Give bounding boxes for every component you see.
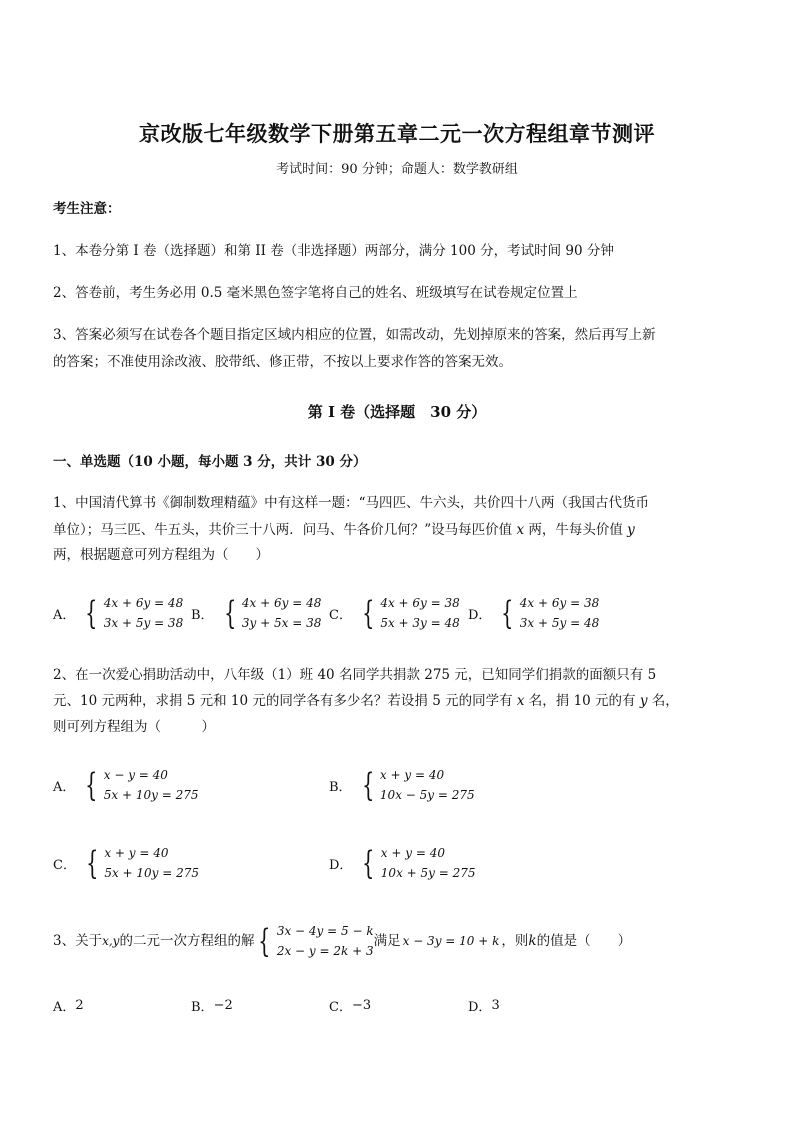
notice-item-3-cont: 的答案；不准使用涂改液、胶带纸、修正带，不按以上要求作答的答案无效。 [53,354,512,370]
q1-text-a: 单位）；马三匹、牛五头，共价三十八两．问马、牛各价几何？”设马每匹价值 [53,522,513,538]
equation-system: { x + y = 40 5x + 10y = 275 [86,844,200,882]
q2-option-a[interactable] [53,765,198,805]
q2-var-y: y [639,693,648,709]
equation: x + y = 40 [380,846,445,860]
equation: 5x + 10y = 275 [104,866,200,880]
q2-text-a: 元、10 元两种，求捐 5 元和 10 元的同学各有多少名？若设捐 5 元的同学有 [53,693,513,709]
equation-system: { x + y = 40 10x + 5y = 275 [362,844,476,882]
q2-option-c[interactable] [53,843,199,883]
option-label: D． [468,1000,492,1015]
option-label: C． [53,857,76,873]
equation: x + y = 40 [379,768,445,782]
equation: 10x + 5y = 275 [380,866,476,880]
equation: 3x + 5y = 48 [519,616,600,630]
q2-line1: 2、在一次爱心捐助活动中，八年级（1）班 40 名同学共捐款 275 元，已知同学们捐款的面额只有 5 [53,667,657,683]
q1-line2 [53,520,635,540]
option-label: B． [191,1000,214,1015]
notice-item-2: 2、答卷前，考生务必用 0.5 毫米黑色签字笔将自己的姓名、班级填写在试卷规定位置上 [53,285,578,301]
equation: 4x + 6y = 48 [241,596,322,610]
option-label: D． [468,607,492,623]
equation-system: { 4x + 6y = 38 3x + 5y = 48 [501,594,600,632]
option-value: 2 [75,998,84,1013]
q1-line1: 1、中国清代算书《御制数理精蕴》中有这样一题：“马四匹、牛六头，共价四十八两（我国古代货币 [53,495,649,511]
q2-line3: 则可列方程组为（ ） [53,719,215,735]
section-heading: 第 I 卷（选择题 30 分） [307,403,487,421]
q2-option-b[interactable] [329,765,475,805]
option-label: A． [53,1000,76,1015]
option-label: C． [329,1000,352,1015]
option-label: C． [329,607,352,623]
q1-option-d[interactable] [468,593,599,633]
equation-system: { 4x + 6y = 38 5x + 3y = 48 [362,594,460,632]
equation: x + y = 40 [104,846,169,860]
equation-system: { 4x + 6y = 48 3y + 5x = 38 [223,594,322,632]
equation: 2x − y = 2k + 3 [276,944,374,958]
option-label: B． [329,779,352,795]
q3-option-b[interactable] [191,996,233,1015]
q3-text-a: 3、关于 [53,933,103,949]
q3-text-e: 的值是（ ） [536,933,632,949]
equation: 10x − 5y = 275 [379,788,475,802]
q1-text-b: 两，牛每头价值 [528,522,623,538]
equation: 4x + 6y = 38 [380,596,460,610]
q3-option-a[interactable] [53,996,84,1015]
q3-line [53,921,631,961]
equation: 4x + 6y = 48 [103,596,184,610]
equation: 3y + 5x = 38 [241,616,322,630]
q1-option-c[interactable] [329,593,460,633]
q2-line2 [53,691,679,711]
q3-vars: x,y [102,934,120,948]
q2-text-b: 名，捐 10 元的有 [528,693,636,709]
q3-equation-system: { 3x − 4y = 5 − k 2x − y = 2k + 3 [258,922,374,960]
equation: x − y = 40 [103,768,168,782]
option-label: A． [53,607,76,623]
q3-option-c[interactable] [329,996,371,1015]
option-label: D． [329,857,353,873]
page-subtitle: 考试时间：90 分钟；命题人：数学教研组 [276,162,518,177]
equation: 4x + 6y = 38 [519,596,600,610]
equation: 3x + 5y = 38 [103,616,184,630]
q1-line3: 两，根据题意可列方程组为（ ） [53,547,269,563]
equation: 3x − 4y = 5 − k [276,924,374,938]
q1-option-a[interactable] [53,593,183,633]
q3-text-b: 的二元一次方程组的解 [119,933,255,949]
option-value: −2 [213,998,233,1013]
q3-condition: x − 3y = 10 + k [402,934,500,948]
equation: 5x + 10y = 275 [103,788,199,802]
q2-var-x: x [516,693,525,709]
q2-text-c: 名， [651,693,679,709]
option-value: 3 [491,998,500,1013]
option-value: −3 [351,998,372,1013]
q2-option-d[interactable] [329,843,476,883]
q3-text-c: 满足 [373,933,401,949]
q1-option-b[interactable] [191,593,321,633]
page-title: 京改版七年级数学下册第五章二元一次方程组章节测评 [139,121,655,146]
equation-system: { x − y = 40 5x + 10y = 275 [85,766,199,804]
option-label: A． [53,779,76,795]
q3-option-d[interactable] [468,996,500,1015]
q3-text-d: ，则 [501,933,529,949]
equation-system: { x + y = 40 10x − 5y = 275 [361,766,475,804]
equation-system: { 4x + 6y = 48 3x + 5y = 38 [85,594,184,632]
notice-item-3: 3、答案必须写在试卷各个题目指定区域内相应的位置，如需改动，先划掉原来的答案，然后再写上新 [53,327,656,343]
option-label: B． [191,607,214,623]
part-heading: 一、单选题（10 小题，每小题 3 分，共计 30 分） [53,454,367,470]
q1-var-x: x [516,522,525,538]
notice-heading: 考生注意： [53,201,121,217]
q3-var-k: k [528,933,537,949]
equation: 5x + 3y = 48 [380,616,460,630]
q1-var-y: y [627,522,635,538]
notice-item-1: 1、本卷分第 I 卷（选择题）和第 II 卷（非选择题）两部分，满分 100 分，考试时间 90 分钟 [53,243,614,259]
